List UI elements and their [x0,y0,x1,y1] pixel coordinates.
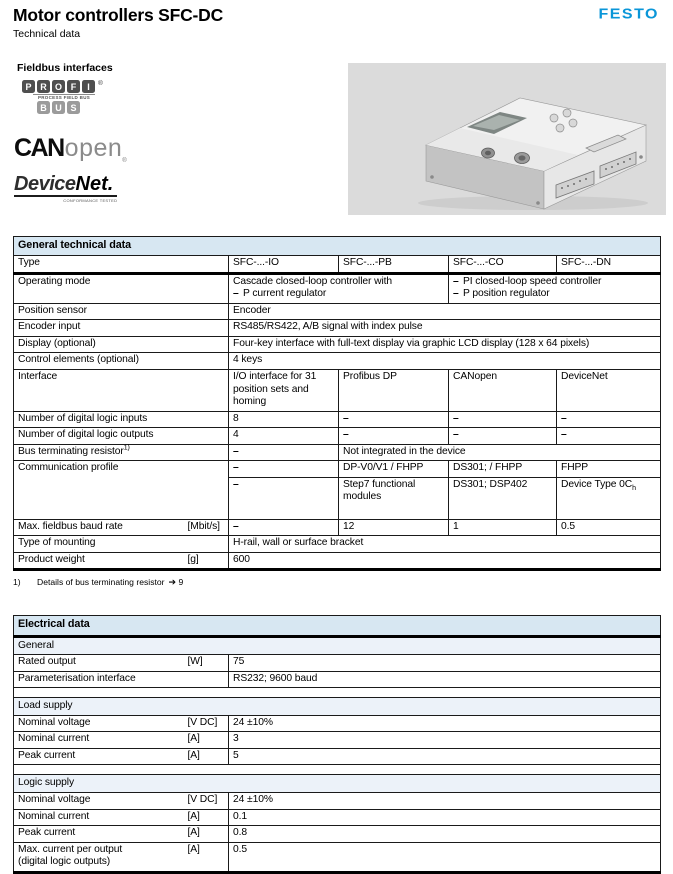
profibus-tile: F [67,80,80,93]
dash-bullet: – [233,288,239,300]
col-header-sfc-pb: SFC-...-PB [339,256,449,274]
row-label: Number of digital logic inputs [14,411,229,428]
row-label: Position sensor [14,303,229,320]
row-value: 3 [229,732,661,749]
page-subtitle: Technical data [13,28,81,40]
text-line: P position regulator [463,288,550,300]
dash-bullet: – [453,288,459,300]
cell-io: – [229,519,339,536]
row-label: Nominal current [14,732,184,749]
row-label: Parameterisation interface [14,671,184,688]
cell-io: – [229,477,339,519]
cell-rest: Not integrated in the device [339,444,661,461]
row-value: 0.8 [229,826,661,843]
row-label: Interface [14,370,229,412]
general-table-title-row [14,237,661,256]
canopen-logo [14,136,127,164]
row-unit [184,671,229,688]
spacer-row [14,688,661,698]
row-value: RS232; 9600 baud [229,671,661,688]
cell-co: DS301; / FHPP [449,461,557,478]
row-label: Peak current [14,748,184,765]
profibus-tile: I [82,80,95,93]
col-header-sfc-io: SFC-...-IO [229,256,339,274]
footnote-number: 1) [13,577,21,588]
profibus-top-row [22,80,103,93]
row-value: Encoder [229,303,661,320]
row-interface [14,370,661,412]
row-digital-outputs [14,428,661,445]
profibus-tile: S [67,101,80,114]
cell-pb: – [339,411,449,428]
row-operating-mode [14,273,661,303]
electrical-table-title: Electrical data [14,616,661,636]
section-general-row [14,636,661,655]
cell-io: – [229,444,339,461]
registered-mark-icon: ® [122,158,127,164]
row-label: Display (optional) [14,336,229,353]
footnote-page-link[interactable] [169,577,184,588]
row-unit: [g] [184,552,229,570]
row-load-nominal-voltage [14,715,661,732]
row-unit: [A] [184,826,229,843]
row-unit: [A] [184,748,229,765]
section-logic-supply-row [14,775,661,793]
row-label: Operating mode [14,273,229,303]
cell-dn: – [557,428,661,445]
row-unit: [V DC] [184,715,229,732]
bullet-item [453,276,657,289]
spacer-cell [14,765,661,775]
row-load-nominal-current [14,732,661,749]
row-value: 4 keys [229,353,661,370]
row-label: Max. fieldbus baud rate [14,519,184,536]
cell-dn: – [557,411,661,428]
row-value: 24 ±10% [229,793,661,810]
festo-logo: FESTO [598,6,659,23]
electrical-data-table [13,615,661,873]
col-header-sfc-co: SFC-...-CO [449,256,557,274]
row-value: 24 ±10% [229,715,661,732]
row-product-weight [14,552,661,570]
profibus-tile: O [52,80,65,93]
text-line: (digital logic outputs) [18,856,111,868]
row-communication-profile [14,461,661,478]
text-line: PI closed-loop speed controller [463,275,602,287]
row-label: Type of mounting [14,536,229,553]
profibus-tile: U [52,101,65,114]
profibus-tagline: PROCESS FIELD BUS [33,94,95,100]
row-position-sensor [14,303,661,320]
row-load-peak-current [14,748,661,765]
text-line: Bus terminating resistor [18,445,124,457]
section-title: Logic supply [14,775,661,793]
section-spacer [13,588,660,615]
row-value: 5 [229,748,661,765]
cell-dn: DeviceNet [557,370,661,412]
row-unit: [A] [184,842,229,872]
electrical-table-title-row [14,616,661,636]
row-encoder-input [14,320,661,337]
row-logic-peak-current [14,826,661,843]
row-label [14,842,184,872]
row-value: 0.1 [229,809,661,826]
cell-operating-mode-left [229,273,449,303]
row-label: Control elements (optional) [14,353,229,370]
row-control-elements [14,353,661,370]
cell-io: – [229,461,339,478]
devicenet-tagline: CONFORMANCE TESTED [63,198,118,203]
bullet-item [453,288,657,301]
spacer-row [14,765,661,775]
row-max-current-per-output [14,842,661,872]
row-label: Number of digital logic outputs [14,428,229,445]
fieldbus-interfaces-label: Fieldbus interfaces [17,62,113,74]
profibus-bus-row [37,101,103,114]
cell-co: CANopen [449,370,557,412]
row-label: Rated output [14,655,184,672]
cell-dn: FHPP [557,461,661,478]
cell-operating-mode-right [449,273,661,303]
row-value: 600 [229,552,661,570]
devicenet-net-text: Net. [75,173,114,195]
text-line: Cascade closed-loop controller with [233,275,393,287]
cell-io: I/O interface for 31 position sets and homing [229,370,339,412]
cell-co: – [449,428,557,445]
profibus-tile: P [22,80,35,93]
section-title: Load supply [14,698,661,716]
row-label: Communication profile [14,461,229,520]
row-value: H-rail, wall or surface bracket [229,536,661,553]
canopen-open-text: open [64,134,123,162]
profibus-logo [22,80,103,114]
section-load-supply-row [14,698,661,716]
row-display [14,336,661,353]
page-title: Motor controllers SFC-DC [13,5,224,25]
product-photo [348,63,666,215]
row-label: Peak current [14,826,184,843]
footnote-page-number: 9 [178,577,184,588]
row-label: Nominal current [14,809,184,826]
devicenet-device-text: Device [14,173,76,195]
row-parameterisation-interface [14,671,661,688]
row-value: Four-key interface with full-text display via graphic LCD display (128 x 64 pixels) [229,336,661,353]
footnote-mark: 1) [123,444,130,452]
cell-pb: – [339,428,449,445]
cell-co: – [449,411,557,428]
arrow-right-icon: ➔ [168,577,177,588]
footnote [13,577,660,588]
row-logic-nominal-voltage [14,793,661,810]
row-mounting [14,536,661,553]
row-baud-rate [14,519,661,536]
cell-co: DS301; DSP402 [449,477,557,519]
cell-pb: DP-V0/V1 / FHPP [339,461,449,478]
profibus-tile: B [37,101,50,114]
row-unit: [V DC] [184,793,229,810]
bullet-item [233,288,445,301]
footnote-text: Details of bus terminating resistor [37,577,165,588]
col-header-type: Type [14,256,229,274]
text-line: Device Type 0C [561,478,633,490]
cell-dn: 0.5 [557,519,661,536]
row-rated-output [14,655,661,672]
tables-area [13,236,660,874]
cell-co: 1 [449,519,557,536]
row-unit: [Mbit/s] [184,519,229,536]
cell-pb: 12 [339,519,449,536]
section-title: General [14,636,661,655]
row-logic-nominal-current [14,809,661,826]
col-header-sfc-dn: SFC-...-DN [557,256,661,274]
row-label: Product weight [14,552,184,570]
row-unit: [A] [184,809,229,826]
row-label: Nominal voltage [14,715,184,732]
row-label: Encoder input [14,320,229,337]
cell-io: 4 [229,428,339,445]
cell-io: 8 [229,411,339,428]
dash-bullet: – [453,275,459,287]
text-line: P current regulator [243,288,327,300]
text-line: Max. current per output [18,843,123,855]
cell-pb: Step7 functional modules [339,477,449,519]
row-unit: [W] [184,655,229,672]
row-digital-inputs [14,411,661,428]
canopen-can-text: CAN [14,134,64,162]
cell-pb: Profibus DP [339,370,449,412]
general-table-title: General technical data [14,237,661,256]
cell-dn [557,477,661,519]
devicenet-logo [14,174,117,203]
row-unit: [A] [184,732,229,749]
row-value: RS485/RS422, A/B signal with index pulse [229,320,661,337]
row-value: 0.5 [229,842,661,872]
row-bus-terminating-resistor [14,444,661,461]
row-label [14,444,229,461]
profibus-tile: R [37,80,50,93]
registered-mark-icon: ® [98,80,103,87]
devicenet-wordmark [14,174,117,197]
row-value: 75 [229,655,661,672]
spacer-cell [14,688,661,698]
general-table-header-row [14,256,661,274]
subscript-h: h [632,484,636,492]
row-label: Nominal voltage [14,793,184,810]
general-data-table [13,236,661,571]
